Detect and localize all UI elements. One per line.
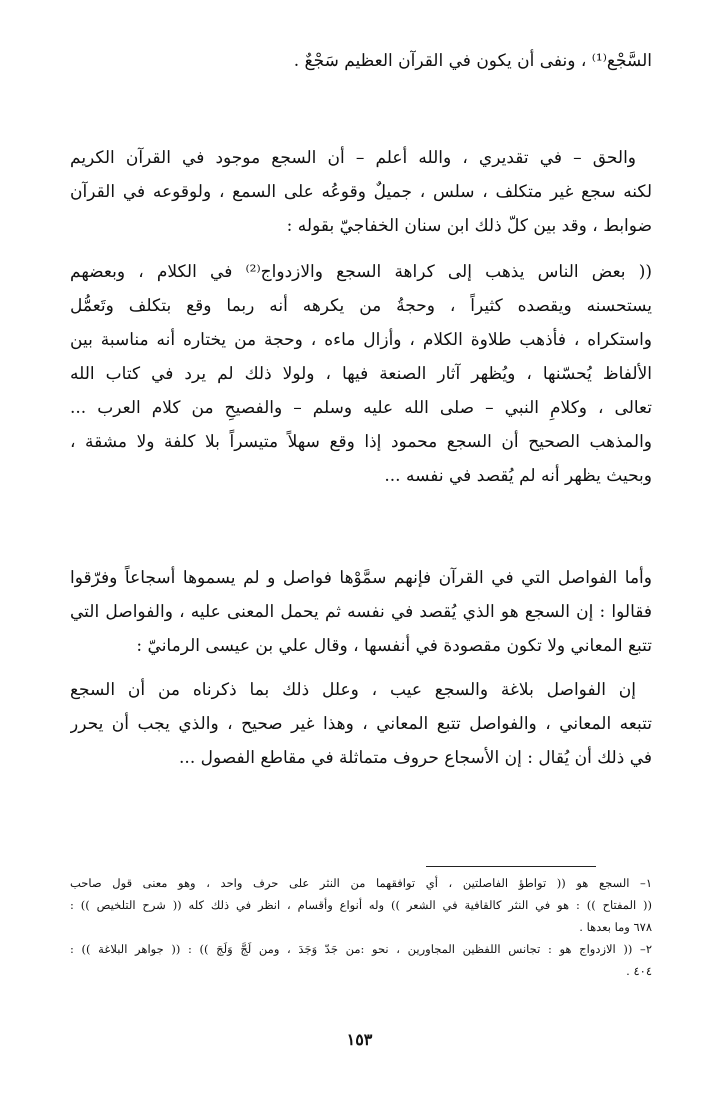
text-line: فقالوا : إن السجع هو الذي يُقصد في نفسه ثم يحمل المعنى عليه ، والفواصل التي (70, 602, 652, 622)
page-number: ١٥٣ (346, 1030, 373, 1049)
footnote-line: ٦٧٨ وما بعدها . (579, 920, 652, 934)
paragraph-2 (70, 561, 652, 663)
text-line: يستحسنه ويقصده كثيراً ، وحجةُ من يكرهه أنه ربما وقع بتكلف وتَعمُّل (70, 296, 652, 316)
paragraph-1 (70, 141, 652, 243)
text-line: إن الفواصل بلاغة والسجع عيب ، وعلل ذلك بما ذكرناه من أن السجع (70, 680, 636, 700)
footnotes (70, 872, 652, 982)
footnote-line: (( المفتاح )) : هو في النثر كالقافية في الشعر )) وله أنواع وأقسام ، انظر في ذلك كله (( شرح التلخيص )) : (70, 898, 652, 912)
footnote-line: ٤٠٤ . (626, 964, 652, 978)
quote-2 (70, 673, 652, 775)
text-line: تتبعه المعاني ، والفواصل تتبع المعاني ، وهذا غير صحيح ، والذي يجب أن يحرر (70, 714, 652, 734)
quote-1 (70, 255, 652, 493)
text-line: تعالى ، وكلامِ النبي – صلى الله عليه وسلم – والفصيحِ من كلام العرب ... (70, 398, 652, 418)
text-line: (( بعض الناس يذهب إلى كراهة السجع والازدواج⁽²⁾ في الكلام ، وبعضهم (70, 262, 652, 282)
footnote-line: ٢– (( الازدواج هو : تجانس اللفظين المجاورين ، نحو :من جَدّ وَجَدَ ، ومن لَجَّ وَلَجَ )) : (( جواهر البلاغة )) : (70, 942, 652, 956)
text-line: واستكراه ، فأذهب طلاوة الكلام ، وأزال ماءه ، وحجة من يختاره أنه مناسبة بين (70, 330, 652, 350)
footnote-divider (426, 866, 596, 867)
text-line: السَّجْع⁽¹⁾ ، ونفى أن يكون في القرآن العظيم سَجْعٌ . (293, 51, 652, 71)
text-line: تتبع المعاني ولا تكون مقصودة في أنفسها ، وقال علي بن عيسى الرمانيّ : (136, 636, 652, 656)
text-line: والمذهب الصحيح أن السجع محمود إذا وقع سهلاً متيسراً بلا كلفة ولا مشقة ، (70, 432, 652, 452)
text-line: لكنه سجع غير متكلف ، سلس ، جميلٌ وقوعُه على السمع ، ولوقوعه في القرآن (70, 182, 652, 202)
text-line: والحق – في تقديري ، والله أعلم – أن السجع موجود في القرآن الكريم (70, 148, 636, 168)
text-line: وبحيث يظهر أنه لم يُقصد في نفسه ... (384, 466, 652, 486)
text-line: في ذلك أن يُقال : إن الأسجاع حروف متماثلة في مقاطع الفصول ... (179, 748, 652, 768)
footnote-line: ١– السجع هو (( تواطؤ الفاصلتين ، أي توافقهما من النثر على حرف واحد ، وهو معنى قول صاحب (70, 876, 652, 890)
text-line: ضوابط ، وقد بين كلّ ذلك ابن سنان الخفاجيّ بقوله : (286, 216, 652, 236)
text-line: وأما الفواصل التي في القرآن فإنهم سمَّوْها فواصل و لم يسموها أسجاعاً وفرّقوا (70, 568, 652, 588)
top-paragraph (70, 44, 652, 78)
text-line: الألفاظ يُحسّنها ، ويُظهر آثار الصنعة فيها ، ولولا ذلك لم يرد في كتاب الله (70, 364, 652, 384)
